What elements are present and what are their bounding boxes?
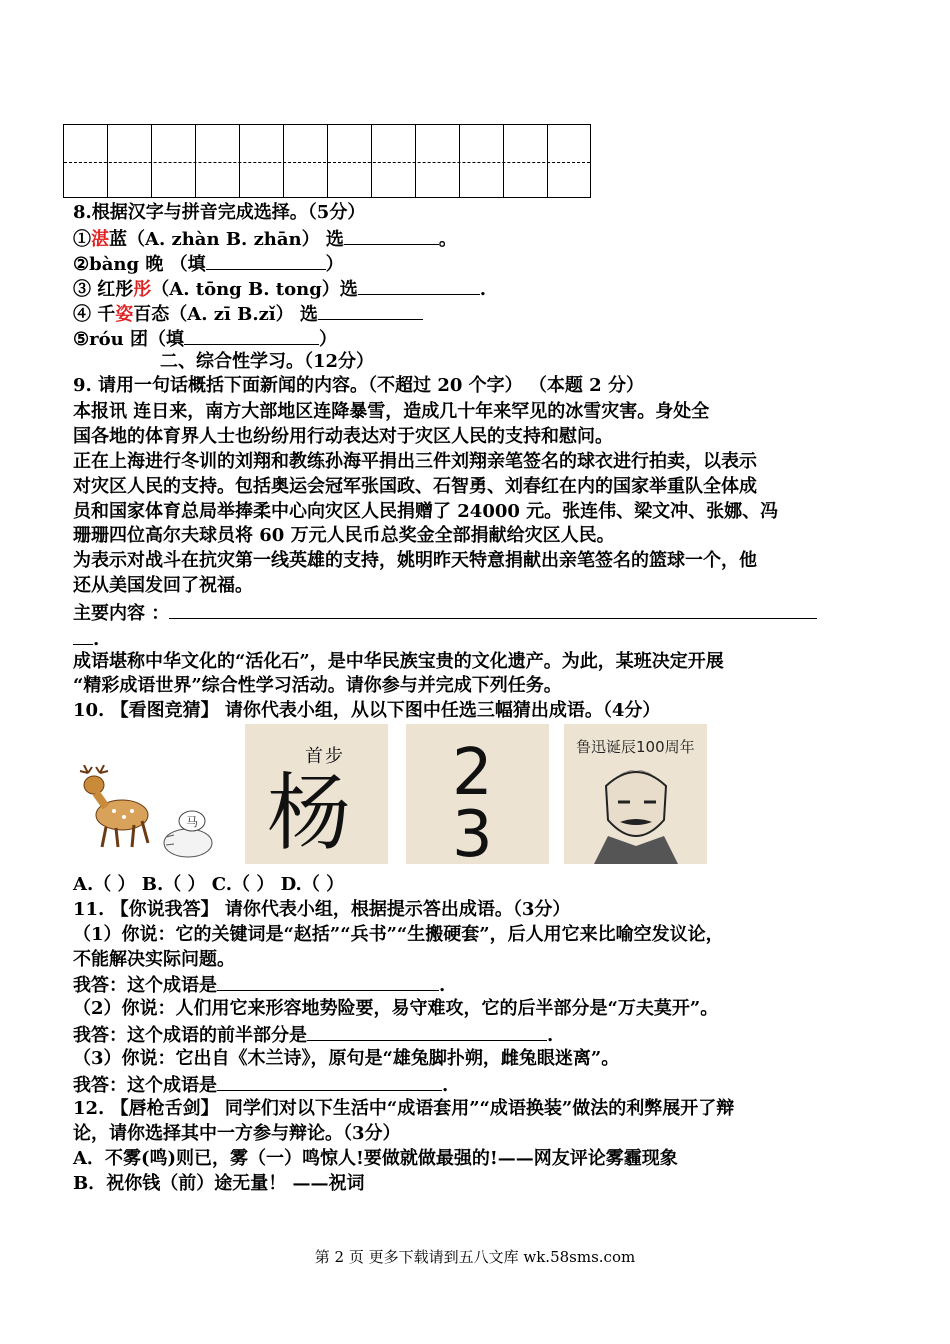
q10-title: 10. 【看图竞猜】 请你代表小组，从以下图中任选三幅猜出成语。（4分） — [73, 700, 661, 721]
q9-answer-line: 主要内容 ： — [73, 600, 817, 626]
q8-item-4: ④ 千姿百态（A. zī B.zǐ） 选 — [73, 301, 423, 327]
q8-item-2: ②bàng 晚 （填 ） — [73, 251, 344, 277]
news-text: 对灾区人民的支持。包括奥运会冠军张国政、石智勇、刘春红在内的国家举重队全体成 — [73, 476, 757, 497]
news-text: 本报讯 连日来，南方大部地区连降暴雪，造成几十年来罕见的冰雪灾害。身处全 — [73, 401, 710, 422]
svg-text:3: 3 — [452, 798, 493, 864]
q11-answer-1: 我答：这个成语是 . — [73, 972, 445, 998]
intro-text: 成语堪称中华文化的“活化石”，是中华民族宝贵的文化遗产。为此，某班决定开展 — [73, 651, 724, 672]
q8-item-1: ①湛蓝（A. zhàn B. zhān） 选 。 — [73, 226, 457, 252]
q11-s1: （1）你说：它的关键词是“赵括”“兵书”“生搬硬套”，后人用它来比喻空发议论， — [73, 924, 724, 945]
news-text: 正在上海进行冬训的刘翔和教练孙海平捐出三件刘翔亲笔签名的球衣进行拍卖，以表示 — [73, 451, 757, 472]
news-text: 为表示对战斗在抗灾第一线英雄的支持，姚明昨天特意捐献出亲笔签名的篮球一个，他 — [73, 550, 757, 571]
picture-d-lu-xun — [564, 724, 707, 864]
q11-answer-3: 我答：这个成语是 . — [73, 1072, 448, 1098]
section-heading: 二、综合性学习。（12分） — [160, 351, 375, 372]
q8-title: 8.根据汉字与拼音完成选择。（5分） — [73, 202, 366, 223]
answer-blank[interactable] — [217, 972, 439, 991]
q12-title: 12. 【唇枪舌剑】 同学们对以下生活中“成语套用”“成语换装”做法的利弊展开了辩 — [73, 1098, 735, 1119]
page-footer: 第 2 页 更多下载请到五八文库 wk.58sms.com — [314, 1248, 636, 1266]
q12-option-b: B．祝你钱（前）途无量！ ——祝词 — [73, 1173, 365, 1194]
svg-text:马: 马 — [186, 815, 199, 829]
q11-s2: （2）你说：人们用它来形容地势险要，易守难攻，它的后半部分是“万夫莫开”。 — [73, 998, 719, 1019]
writing-grid — [63, 124, 591, 198]
picture-a-deer-hand — [70, 765, 220, 865]
answer-blank[interactable] — [307, 1022, 547, 1041]
q10-options: A.（ ） B.（ ） C.（ ） D.（ ） — [73, 874, 345, 895]
q11-title: 11. 【你说我答】 请你代表小组，根据提示答出成语。（3分） — [73, 899, 571, 920]
picture-b-character — [245, 724, 388, 864]
news-text: 珊珊四位高尔夫球员将 60 万元人民币总奖金全部捐献给灾区人民。 — [73, 525, 615, 546]
q11-s1: 不能解决实际问题。 — [73, 949, 235, 970]
intro-text: “精彩成语世界”综合性学习活动。请你参与并完成下列任务。 — [73, 675, 562, 696]
svg-text:2: 2 — [452, 736, 493, 810]
answer-blank[interactable] — [358, 276, 480, 295]
answer-blank[interactable] — [344, 226, 439, 245]
q12-option-a: A．不雾(鸣)则已，雾（一）鸣惊人!要做就做最强的!——网友评论雾霾现象 — [73, 1148, 678, 1169]
svg-text:首: 首 — [305, 746, 323, 767]
q12-title: 论，请你选择其中一方参与辩论。（3分） — [73, 1123, 401, 1144]
answer-blank[interactable] — [184, 326, 319, 345]
q11-s3: （3）你说：它出自《木兰诗》，原句是“雄兔脚扑朔，雌兔眼迷离”。 — [73, 1048, 620, 1069]
answer-blank[interactable] — [73, 626, 93, 645]
news-text: 国各地的体育界人士也纷纷用行动表达对于灾区人民的支持和慰问。 — [73, 426, 613, 447]
q9-answer-line-end: . — [73, 626, 99, 652]
answer-blank[interactable] — [318, 301, 423, 320]
svg-text:杨: 杨 — [267, 764, 352, 862]
svg-text:步: 步 — [325, 746, 343, 767]
svg-text:鲁迅诞辰100周年: 鲁迅诞辰100周年 — [576, 738, 695, 756]
q9-title: 9. 请用一句话概括下面新闻的内容。（不超过 20 个字） （本题 2 分） — [73, 375, 644, 396]
news-text: 员和国家体育总局举捧柔中心向灾区人民捐赠了 24000 元。张连伟、梁文冲、张娜、冯 — [73, 501, 779, 522]
picture-c-numbers — [406, 724, 549, 864]
answer-blank[interactable] — [169, 600, 817, 619]
q11-answer-2: 我答：这个成语的前半部分是 . — [73, 1022, 553, 1048]
answer-blank[interactable] — [206, 251, 326, 270]
answer-blank[interactable] — [217, 1072, 442, 1091]
q8-item-3: ③ 红彤彤（A. tōng B. tong）选 . — [73, 276, 486, 302]
q8-item-5: ⑤róu 团（填 ） — [73, 326, 337, 352]
news-text: 还从美国发回了祝福。 — [73, 575, 253, 596]
